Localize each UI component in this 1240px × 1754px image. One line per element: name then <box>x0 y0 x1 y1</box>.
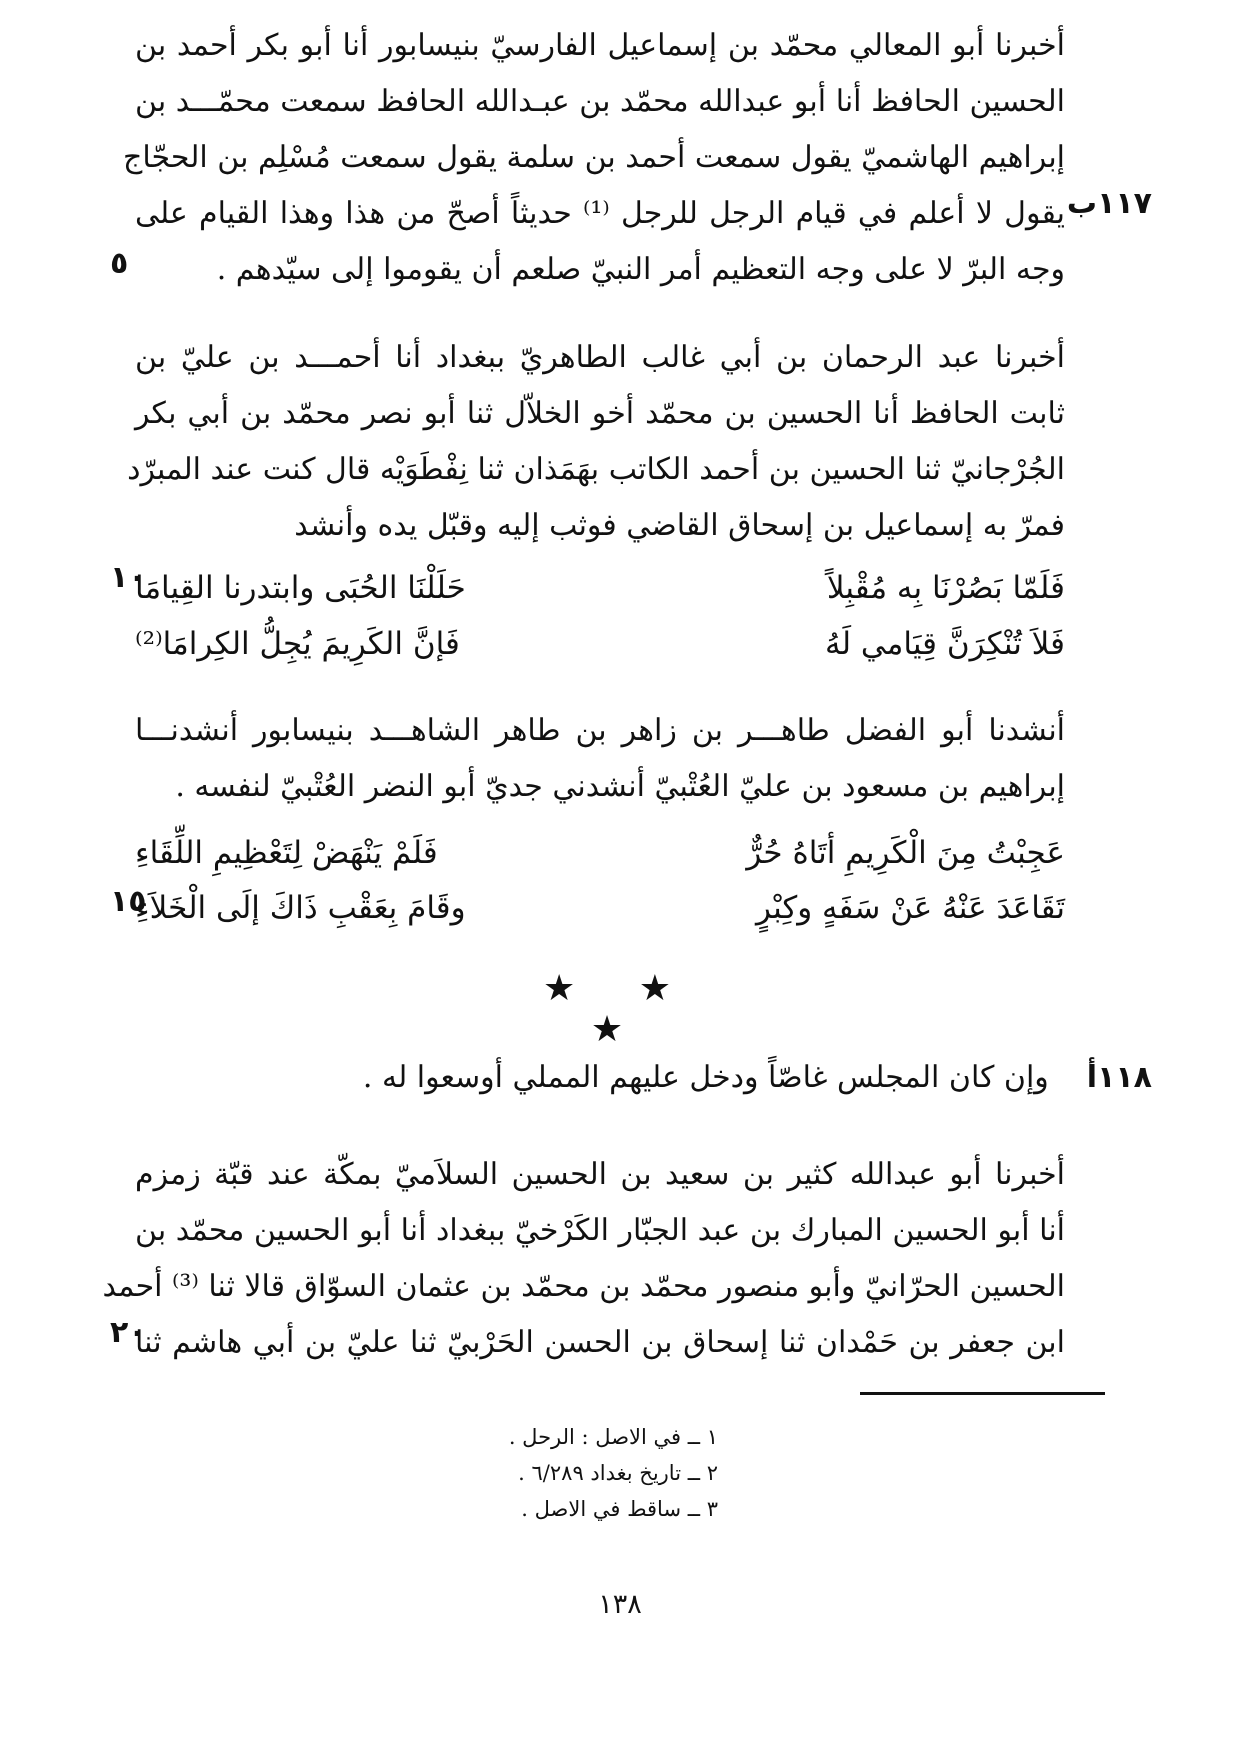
verse-row <box>135 880 1065 936</box>
folio-marker: ١١٨أ <box>1086 1060 1152 1095</box>
verse-first-hemistich: تَقَاعَدَ عَنْهُ عَنْ سَفَهٍ وكِبْرٍ <box>756 890 1065 926</box>
section-divider: ★ ★ ★ <box>543 968 697 1050</box>
verse-second-hemistich: فَلَمْ يَنْهَضْ لِتَعْظِيمِ اللِّقَاءِ <box>135 835 438 871</box>
verse-row <box>135 825 1065 881</box>
verse-row <box>135 616 1065 672</box>
text-line: يقول لا أعلم في قيام الرجل للرجل ⁽¹⁾ حديثاً أصحّ من هذا وهذا القيام على <box>135 196 1065 231</box>
line-number: ٥ <box>110 246 129 281</box>
text-line: إبراهيم الهاشميّ يقول سمعت أحمد بن سلمة يقول سمعت مُسْلِم بن الحجّاج <box>123 140 1065 175</box>
text-line: أخبرنا أبو المعالي محمّد بن إسماعيل الفارسيّ بنيسابور أنا أبو بكر أحمد بن <box>135 28 1065 63</box>
verse-second-hemistich: حَلَلْنَا الحُبَى وابتدرنا القِيامَا <box>135 570 466 606</box>
paragraph-1 <box>123 18 1065 298</box>
chapter-heading <box>132 1050 1152 1106</box>
verse-first-hemistich: فَلاَ تُنْكِرَنَّ قِيَامي لَهُ <box>825 626 1065 662</box>
text-line: وجه البرّ لا على وجه التعظيم أمر النبيّ صلعم أن يقوموا إلى سيّدهم . <box>216 252 1065 287</box>
text-line: ثابت الحافظ أنا الحسين بن محمّد أخو الخلاّل ثنا أبو نصر محمّد بن أبي بكر <box>135 396 1065 431</box>
footnote: ١ ــ في الاصل : الرحل . <box>508 1425 718 1449</box>
line-number: ١٠ <box>110 560 147 595</box>
footnote-rule <box>860 1392 1105 1395</box>
line-number: ١٥ <box>110 884 147 919</box>
verse-first-hemistich: فَلَمّا بَصُرْنَا بِه مُقْبِلاً <box>826 570 1065 606</box>
text-line: أخبرنا أبو عبدالله كثير بن سعيد بن الحسين السلاَميّ بمكّة عند قبّة زمزم <box>135 1157 1065 1192</box>
text-line: ابن جعفر بن حَمْدان ثنا إسحاق بن الحسن الحَرْبيّ ثنا عليّ بن أبي هاشم ثنا <box>135 1325 1065 1360</box>
line-number: ٢٠ <box>110 1315 147 1350</box>
text-line: أخبرنا عبد الرحمان بن أبي غالب الطاهريّ ببغداد أنا أحمـــد بن عليّ بن <box>135 340 1065 375</box>
page-number: ١٣٨ <box>598 1589 642 1620</box>
paragraph-3 <box>135 703 1065 815</box>
text-line: الجُرْجانيّ ثنا الحسين بن أحمد الكاتب بهَمَذان ثنا نِفْطَوَيْه قال كنت عند المبرّد <box>127 452 1065 487</box>
paragraph-2 <box>127 330 1065 554</box>
footnote: ٢ ــ تاريخ بغداد ٦/٢٨٩ . <box>518 1461 718 1485</box>
footnote: ٣ ــ ساقط في الاصل . <box>521 1497 718 1521</box>
text-line: إبراهيم بن مسعود بن عليّ العُتْبيّ أنشدني جديّ أبو النضر العُتْبيّ لنفسه . <box>175 769 1065 804</box>
verse-second-hemistich: وقَامَ بِعَقْبِ ذَاكَ إلَى الْخَلاَءِ <box>135 890 466 926</box>
text-line: فمرّ به إسماعيل بن إسحاق القاضي فوثب إليه وقبّل يده وأنشد <box>294 508 1065 543</box>
text-line: أنا أبو الحسين المبارك بن عبد الجبّار الكَرْخيّ ببغداد أنا أبو الحسين محمّد بن <box>135 1213 1065 1248</box>
chapter-heading-text: وإن كان المجلس غاصّاً ودخل عليهم المملي أوسعوا له . <box>362 1060 1049 1095</box>
folio-marker: ١١٧ب <box>1066 186 1152 221</box>
verse-row <box>135 560 1065 616</box>
text-line: الحسين الحافظ أنا أبو عبدالله محمّد بن عبـدالله الحافظ سمعت محمّـــد بن <box>135 84 1065 119</box>
text-line: أنشدنا أبو الفضل طاهـــر بن زاهر بن طاهر الشاهـــد بنيسابور أنشدنـــا <box>135 713 1065 748</box>
verse-second-hemistich: فَإنَّ الكَرِيمَ يُجِلُّ الكِرامَا⁽²⁾ <box>135 626 460 662</box>
verse-first-hemistich: عَجِبْتُ مِنَ الْكَرِيمِ أتَاهُ حُرٌّ <box>746 835 1065 871</box>
text-line: الحسين الحرّانيّ وأبو منصور محمّد بن محمّد بن عثمان السوّاق قالا ثنا ⁽³⁾ أحمد <box>102 1269 1065 1304</box>
